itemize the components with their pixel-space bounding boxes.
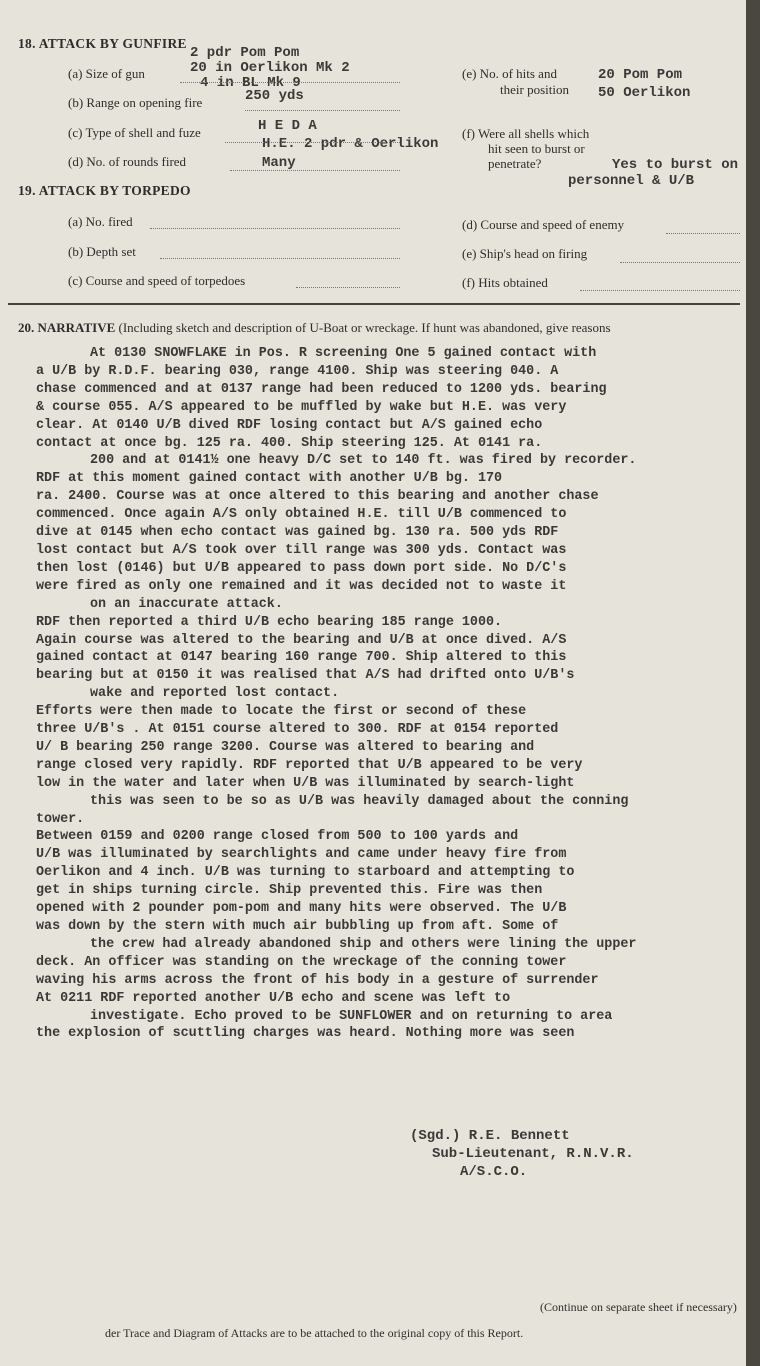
narrative-line: the crew had already abandoned ship and others were lining the upper bbox=[90, 936, 637, 952]
narrative-line: range closed very rapidly. RDF reported that U/B appeared to be very bbox=[36, 757, 583, 773]
narrative-line: lost contact but A/S took over till range was 300 yds. Contact was bbox=[36, 542, 567, 558]
narrative-line: chase commenced and at 0137 range had been reduced to 1200 yds. bearing bbox=[36, 381, 607, 397]
ships-head-label: (e) Ship's head on firing bbox=[462, 246, 588, 261]
narrative-line: bearing but at 0150 it was realised that A/S had drifted onto U/B's bbox=[36, 668, 575, 684]
shells-burst-value-1: Yes to burst on bbox=[612, 157, 739, 173]
torpedo-fired-label: (a) No. fired bbox=[68, 214, 133, 229]
gun-size-value-2: 20 in Oerlikon Mk 2 bbox=[190, 60, 350, 76]
narrative-line: RDF then reported a third U/B echo bearing 185 range 1000. bbox=[36, 614, 503, 630]
rounds-label: (d) No. of rounds fired bbox=[68, 154, 187, 169]
shells-burst-label-2: hit seen to burst or bbox=[488, 141, 585, 156]
narrative-line: & course 055. A/S appeared to be muffled by wake but H.E. was very bbox=[36, 399, 567, 415]
shell-type-value-1: H E D A bbox=[258, 118, 317, 134]
shells-burst-value-2: personnel & U/B bbox=[568, 173, 695, 189]
narrative-line: low in the water and later when U/B was illuminated by search-light bbox=[36, 775, 575, 791]
narrative-heading bbox=[18, 320, 611, 336]
narrative-line: tower. bbox=[36, 811, 85, 827]
narrative-line: then lost (0146) but U/B appeared to pass down port side. No D/C's bbox=[36, 560, 567, 576]
narrative-line: get in ships turning circle. Ship prevented this. Fire was then bbox=[36, 883, 543, 899]
narrative-line: three U/B's . At 0151 course altered to 300. RDF at 0154 reported bbox=[36, 722, 559, 738]
hits-value-2: 50 Oerlikon bbox=[598, 85, 691, 101]
torpedo-depth-label: (b) Depth set bbox=[68, 244, 136, 259]
signature-role: A/S.C.O. bbox=[460, 1164, 528, 1180]
narrative-line: RDF at this moment gained contact with another U/B bg. 170 bbox=[36, 471, 503, 487]
section-torpedo-heading: 19. ATTACK BY TORPEDO bbox=[18, 183, 191, 198]
narrative-line: Oerlikon and 4 inch. U/B was turning to starboard and attempting to bbox=[36, 865, 575, 881]
range-value: 250 yds bbox=[245, 88, 304, 104]
narrative-line: the explosion of scuttling charges was heard. Nothing more was seen bbox=[36, 1026, 575, 1042]
narrative-line: 200 and at 0141½ one heavy D/C set to 140 ft. was fired by recorder. bbox=[90, 453, 637, 469]
narrative-line: U/ B bearing 250 range 3200. Course was altered to bearing and bbox=[36, 739, 535, 755]
range-label: (b) Range on opening fire bbox=[68, 95, 203, 110]
page-edge bbox=[746, 0, 760, 1366]
continue-note: (Continue on separate sheet if necessary) bbox=[540, 1300, 737, 1314]
narrative-line: was down by the stern with much air bubbling up from aft. Some of bbox=[36, 919, 559, 934]
narrative-line: At 0211 RDF reported another U/B echo and scene was left to bbox=[36, 990, 511, 1006]
hits-label-2: their position bbox=[500, 82, 569, 97]
section-divider bbox=[8, 303, 740, 305]
narrative-line: clear. At 0140 U/B dived RDF losing contact but A/S gained echo bbox=[36, 417, 543, 433]
narrative-text bbox=[36, 345, 742, 1043]
narrative-line: gained contact at 0147 bearing 160 range 700. Ship altered to this bbox=[36, 650, 567, 666]
enemy-course-label: (d) Course and speed of enemy bbox=[462, 217, 625, 232]
narrative-line: Between 0159 and 0200 range closed from 500 to 100 yards and bbox=[36, 829, 519, 845]
narrative-line: deck. An officer was standing on the wreckage of the conning tower bbox=[36, 954, 567, 970]
hits-value-1: 20 Pom Pom bbox=[598, 67, 683, 83]
gun-size-value-3: 4 in BL Mk 9 bbox=[200, 75, 301, 91]
narrative-line: At 0130 SNOWFLAKE in Pos. R screening One 5 gained contact with bbox=[90, 346, 597, 361]
hits-obtained-label: (f) Hits obtained bbox=[462, 275, 548, 290]
narrative-line: were fired as only one remained and it was decided not to waste it bbox=[36, 578, 567, 594]
narrative-line: a U/B by R.D.F. bearing 030, range 4100. Ship was steering 040. A bbox=[36, 363, 559, 379]
hits-label-1: (e) No. of hits and bbox=[462, 66, 557, 81]
shell-type-value-2: H.E. 2 pdr & Oerlikon bbox=[262, 136, 439, 152]
rounds-value: Many bbox=[262, 155, 296, 171]
narrative-line: on an inaccurate attack. bbox=[90, 596, 283, 612]
narrative-line: ra. 2400. Course was at once altered to this bearing and another chase bbox=[36, 489, 599, 505]
shells-burst-label-3: penetrate? bbox=[488, 156, 542, 171]
narrative-heading-note: (Including sketch and description of U-Boat or wreckage. If hunt was abandoned, give reasons bbox=[118, 320, 611, 335]
gun-size-value-1: 2 pdr Pom Pom bbox=[190, 45, 300, 61]
shells-burst-label-1: (f) Were all shells which bbox=[462, 126, 590, 141]
narrative-line: investigate. Echo proved to be SUNFLOWER and on returning to area bbox=[90, 1008, 613, 1024]
torpedo-course-label: (c) Course and speed of torpedoes bbox=[68, 273, 246, 288]
signature-rank: Sub-Lieutenant, R.N.V.R. bbox=[432, 1146, 634, 1162]
narrative-line: dive at 0145 when echo contact was gained bg. 130 ra. 500 yds RDF bbox=[36, 525, 559, 541]
narrative-line: waving his arms across the front of his body in a gesture of surrender bbox=[36, 972, 599, 988]
narrative-line: commenced. Once again A/S only obtained H.E. till U/B commenced to bbox=[36, 507, 567, 523]
narrative-line: Efforts were then made to locate the first or second of these bbox=[36, 704, 527, 720]
signature-name: (Sgd.) R.E. Bennett bbox=[410, 1128, 570, 1144]
section-gunfire-heading: 18. ATTACK BY GUNFIRE bbox=[18, 36, 187, 51]
narrative-line: Again course was altered to the bearing and U/B at once dived. A/S bbox=[36, 632, 567, 648]
narrative-line: contact at once bg. 125 ra. 400. Ship steering 125. At 0141 ra. bbox=[36, 435, 543, 451]
narrative-heading-title: 20. NARRATIVE bbox=[18, 320, 116, 335]
narrative-line: U/B was illuminated by searchlights and came under heavy fire from bbox=[36, 847, 567, 863]
shell-type-label: (c) Type of shell and fuze bbox=[68, 125, 201, 140]
narrative-line: wake and reported lost contact. bbox=[90, 686, 340, 702]
narrative-line: opened with 2 pounder pom-pom and many hits were observed. The U/B bbox=[36, 901, 567, 917]
narrative-line: this was seen to be so as U/B was heavily damaged about the conning bbox=[90, 793, 629, 809]
gun-size-label: (a) Size of gun bbox=[68, 66, 145, 81]
attach-note: der Trace and Diagram of Attacks are to be attached to the original copy of this Report. bbox=[105, 1326, 524, 1340]
